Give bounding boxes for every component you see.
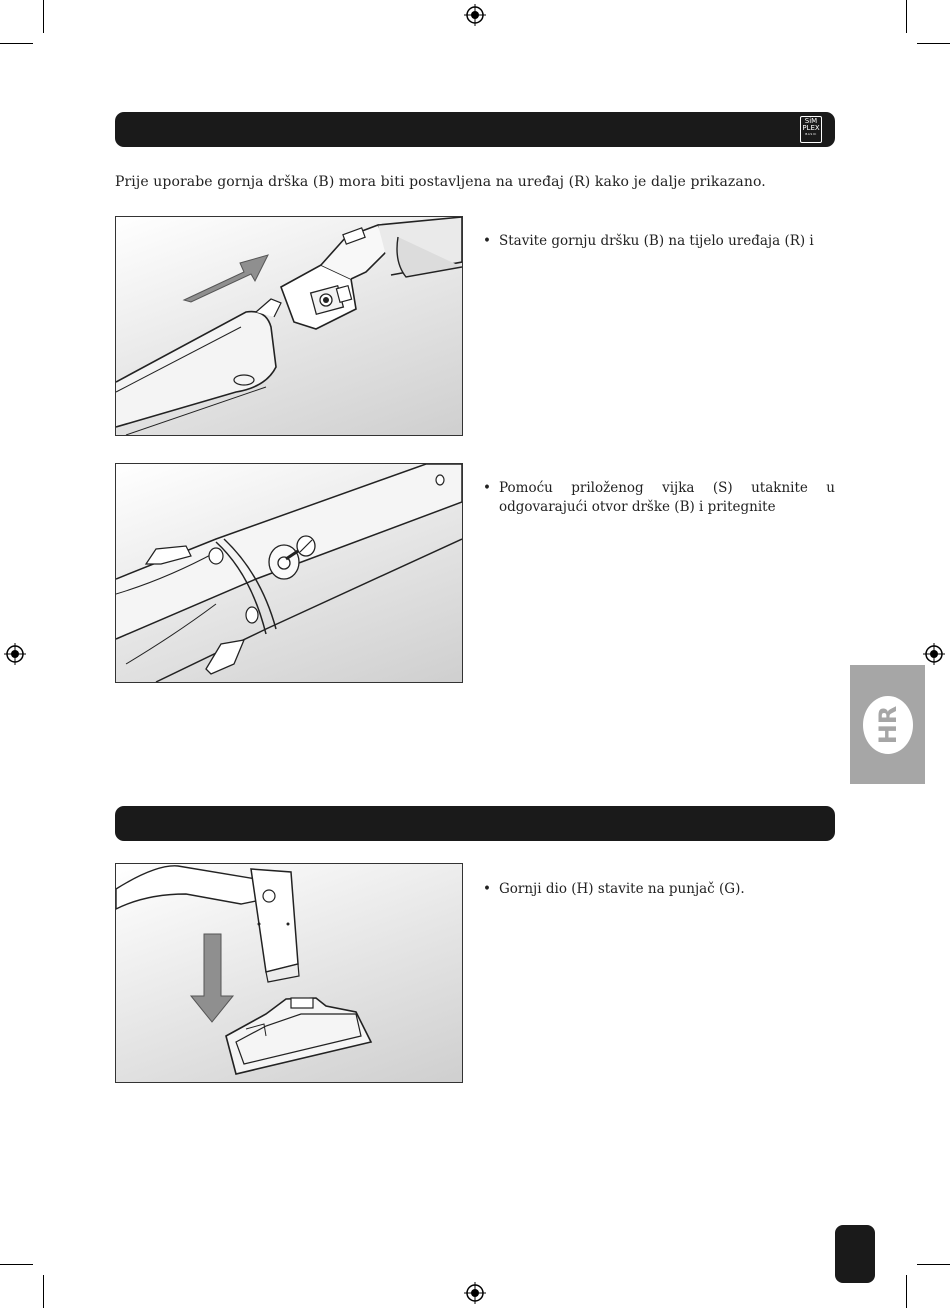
crop-mark (0, 1264, 33, 1265)
crop-mark (906, 1275, 907, 1308)
step-2 (483, 479, 835, 517)
language-tab-label: HR (874, 705, 902, 745)
registration-mark-icon (4, 643, 26, 665)
figure-charger (115, 863, 463, 1083)
registration-mark-icon (923, 643, 945, 665)
crop-mark (917, 43, 950, 44)
registration-mark-icon (464, 1282, 486, 1304)
step-1-text: Stavite gornju dršku (B) na tijelo uređaja (R) i (499, 233, 814, 249)
simplex-logo (800, 116, 822, 143)
step-1 (483, 232, 835, 251)
logo-line-3: BASIC (805, 132, 817, 136)
crop-mark (43, 0, 44, 33)
figure-screw-handle (115, 463, 463, 683)
bullet: • (483, 881, 491, 897)
registration-mark-icon (464, 4, 486, 26)
page-number-box (835, 1225, 875, 1283)
bullet: • (483, 480, 491, 496)
language-tab (850, 665, 925, 784)
step-3 (483, 880, 835, 899)
crop-mark (0, 43, 33, 44)
intro-text: Prije uporabe gornja drška (B) mora biti postavljena na uređaj (R) kako je dalje prikazano. (115, 174, 766, 190)
section-header-bar (115, 112, 835, 147)
figure-attach-handle (115, 216, 463, 436)
language-tab-circle (863, 696, 913, 754)
bullet: • (483, 233, 491, 249)
step-2-text: Pomoću priloženog vijka (S) utaknite u odgovarajući otvor drške (B) i pritegnite (499, 480, 835, 515)
crop-mark (906, 0, 907, 33)
logo-line-1: SiM (804, 117, 818, 125)
crop-mark (917, 1264, 950, 1265)
crop-mark (43, 1275, 44, 1308)
step-3-text: Gornji dio (H) stavite na punjač (G). (499, 881, 745, 897)
section-header-bar (115, 806, 835, 841)
logo-line-2: PLEX (802, 124, 820, 132)
